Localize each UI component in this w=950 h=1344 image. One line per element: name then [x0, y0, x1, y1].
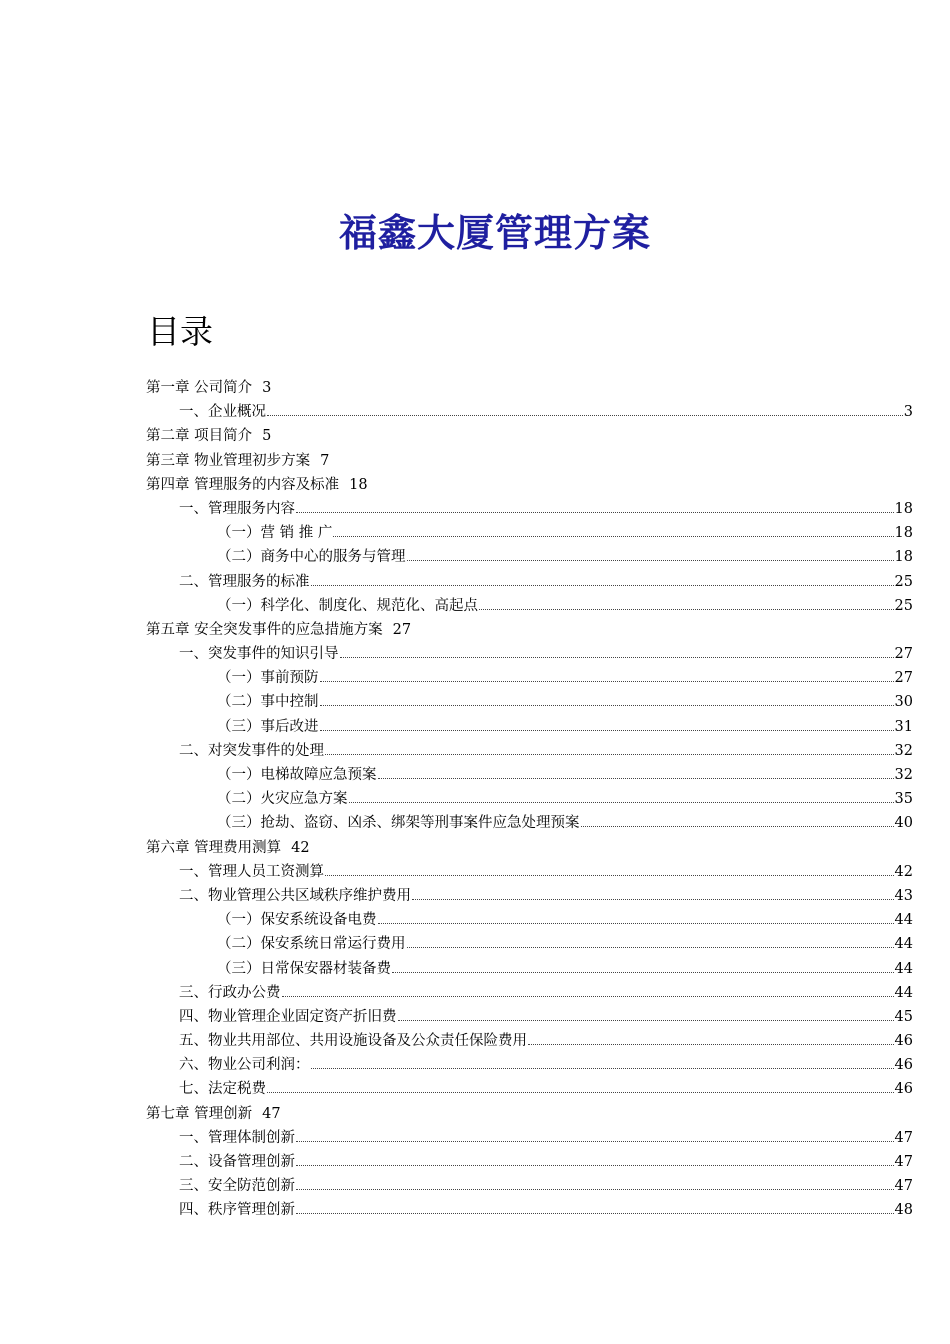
- toc-entry-label: （三）事后改进: [217, 718, 319, 735]
- toc-entry-label: 四、物业管理企业固定资产折旧费: [179, 1008, 397, 1025]
- toc-page-number: 27: [894, 670, 913, 687]
- toc-entry[interactable]: [146, 400, 913, 424]
- toc-entry-label: 三、行政办公费: [179, 984, 281, 1001]
- toc-entry[interactable]: [146, 497, 913, 521]
- toc-page-number: 45: [894, 1008, 913, 1025]
- document-title: 福鑫大厦管理方案: [338, 210, 651, 255]
- toc-entry-label: （二）商务中心的服务与管理: [217, 549, 406, 566]
- toc-page-number: 30: [894, 694, 913, 711]
- toc-page-number: 5: [262, 428, 272, 445]
- toc-heading: 目录: [147, 312, 213, 351]
- toc-entry-label: 第七章 管理创新: [146, 1105, 253, 1122]
- toc-entry[interactable]: [146, 1005, 913, 1029]
- dot-leader: [333, 522, 893, 537]
- toc-entry-label: （一）科学化、制度化、规范化、高起点: [217, 597, 478, 614]
- toc-entry[interactable]: [146, 1198, 913, 1222]
- toc-page-number: 43: [894, 887, 913, 904]
- toc-entry-label: 第三章 物业管理初步方案: [146, 452, 311, 469]
- toc-page-number: 47: [894, 1129, 913, 1146]
- dot-leader: [407, 933, 894, 948]
- toc-page-number: 48: [894, 1202, 913, 1219]
- toc-entry-label: 第二章 项目简介: [146, 428, 253, 445]
- dot-leader: [378, 764, 894, 779]
- toc-entry-label: 一、管理体制创新: [179, 1129, 295, 1146]
- dot-leader: [311, 1054, 894, 1069]
- toc-entry-label: 七、法定税费: [179, 1081, 266, 1098]
- toc-entry-label: （一）事前预防: [217, 670, 319, 687]
- toc-entry[interactable]: [146, 908, 913, 932]
- toc-entry[interactable]: [146, 957, 913, 981]
- toc-chapter[interactable]: [146, 1102, 913, 1126]
- toc-entry-label: 一、管理服务内容: [179, 500, 295, 517]
- toc-entry[interactable]: [146, 545, 913, 569]
- toc-entry[interactable]: [146, 981, 913, 1005]
- dot-leader: [325, 861, 894, 876]
- toc-page-number: 46: [894, 1081, 913, 1098]
- toc-entry[interactable]: [146, 1053, 913, 1077]
- dot-leader: [320, 691, 894, 706]
- toc-entry-label: 三、安全防范创新: [179, 1178, 295, 1195]
- dot-leader: [296, 1151, 894, 1166]
- toc-entry[interactable]: [146, 811, 913, 835]
- toc-page-number: 27: [392, 621, 412, 638]
- toc-page-number: 44: [894, 984, 913, 1001]
- toc-page-number: 32: [894, 742, 913, 759]
- toc-entry-label: 二、管理服务的标准: [179, 573, 310, 590]
- toc-entry[interactable]: [146, 763, 913, 787]
- dot-leader: [528, 1030, 894, 1045]
- toc-page-number: 25: [894, 573, 913, 590]
- toc-entry-label: 六、物业公司利润：: [179, 1057, 310, 1074]
- dot-leader: [412, 885, 894, 900]
- toc-chapter[interactable]: [146, 424, 913, 448]
- toc-page-number: 47: [894, 1154, 913, 1170]
- toc-chapter[interactable]: [146, 376, 913, 400]
- dot-leader: [340, 643, 894, 658]
- dot-leader: [320, 716, 894, 731]
- toc-page-number: 44: [894, 912, 913, 929]
- toc-page-number: 32: [894, 767, 913, 783]
- toc-entry-label: （一）保安系统设备电费: [217, 912, 377, 929]
- toc-entry[interactable]: [146, 739, 913, 763]
- toc-entry[interactable]: [146, 1029, 913, 1053]
- toc-page-number: 18: [894, 549, 913, 566]
- toc-entry-label: （二）保安系统日常运行费用: [217, 936, 406, 953]
- dot-leader: [267, 401, 903, 416]
- dot-leader: [296, 498, 894, 513]
- toc-page-number: 47: [894, 1178, 913, 1195]
- toc-entry-label: （一）营 销 推 广: [217, 525, 333, 542]
- dot-leader: [378, 909, 894, 924]
- dot-leader: [296, 1127, 894, 1142]
- toc-entry[interactable]: [146, 594, 913, 618]
- toc-entry-label: 一、突发事件的知识引导: [179, 646, 339, 663]
- dot-leader: [282, 982, 894, 997]
- toc-entry-label: 第四章 管理服务的内容及标准: [146, 476, 340, 493]
- dot-leader: [320, 667, 894, 682]
- toc-page-number: 18: [894, 500, 913, 517]
- dot-leader: [325, 740, 894, 755]
- toc-entry[interactable]: [146, 715, 913, 739]
- toc-page-number: 46: [894, 1033, 913, 1050]
- dot-leader: [296, 1199, 894, 1214]
- toc-entry[interactable]: [146, 932, 913, 956]
- toc-entry-label: 一、企业概况: [179, 404, 266, 421]
- toc-page-number: 18: [894, 525, 913, 542]
- toc-entry[interactable]: [146, 860, 913, 884]
- toc-entry[interactable]: [146, 1174, 913, 1198]
- toc-page-number: 31: [894, 718, 913, 735]
- toc-entry-label: 二、设备管理创新: [179, 1154, 295, 1170]
- dot-leader: [296, 1175, 894, 1190]
- toc-entry-label: 二、对突发事件的处理: [179, 742, 324, 759]
- toc-entry[interactable]: [146, 1126, 913, 1150]
- toc-page-number: 44: [894, 960, 913, 977]
- dot-leader: [479, 595, 894, 610]
- toc-chapter[interactable]: [146, 618, 913, 642]
- toc-entry-label: 一、管理人员工资测算: [179, 863, 324, 880]
- toc-chapter[interactable]: [146, 836, 913, 860]
- toc-entry-label: （三）抢劫、盗窃、凶杀、绑架等刑事案件应急处理预案: [217, 815, 580, 832]
- toc-entry-label: 第一章 公司简介: [146, 380, 253, 396]
- toc-page-number: 47: [262, 1105, 281, 1122]
- toc-entry[interactable]: [146, 690, 913, 714]
- toc-entry-label: 第六章 管理费用测算: [146, 839, 282, 856]
- toc-chapter[interactable]: [146, 473, 913, 497]
- toc-entry[interactable]: [146, 1150, 913, 1174]
- dot-leader: [407, 546, 894, 561]
- toc-page-number: 46: [894, 1057, 913, 1074]
- dot-leader: [581, 812, 894, 827]
- dot-leader: [267, 1078, 894, 1093]
- dot-leader: [398, 1006, 894, 1021]
- toc-entry-label: （二）火灾应急方案: [217, 791, 348, 808]
- toc-entry-label: 四、秩序管理创新: [179, 1202, 295, 1219]
- toc-entry[interactable]: [146, 570, 913, 594]
- toc-page-number: 25: [894, 597, 913, 614]
- toc-page-number: 7: [320, 452, 330, 469]
- toc-entry[interactable]: [146, 884, 913, 908]
- toc-page-number: 42: [291, 839, 310, 856]
- toc-entry-label: 五、物业共用部位、共用设施设备及公众责任保险费用: [179, 1033, 527, 1050]
- toc-entry-label: （三）日常保安器材装备费: [217, 960, 391, 977]
- toc-entry[interactable]: [146, 666, 913, 690]
- toc-page-number: 44: [894, 936, 913, 953]
- toc-entry[interactable]: [146, 1077, 913, 1101]
- toc-chapter[interactable]: [146, 449, 913, 473]
- toc-entry[interactable]: [146, 521, 913, 545]
- toc-entry-label: 第五章 安全突发事件的应急措施方案: [146, 621, 383, 638]
- toc-entry-label: （一）电梯故障应急预案: [217, 767, 377, 783]
- toc-page-number: 3: [903, 404, 913, 421]
- toc-page-number: 27: [894, 646, 913, 663]
- toc-page-number: 18: [349, 476, 368, 493]
- toc-entry[interactable]: [146, 642, 913, 666]
- toc-page-number: 35: [894, 791, 913, 808]
- dot-leader: [349, 788, 894, 803]
- toc-page-number: 42: [894, 863, 913, 880]
- dot-leader: [311, 571, 894, 586]
- dot-leader: [392, 958, 894, 973]
- table-of-contents: [146, 376, 913, 1223]
- toc-page-number: 40: [894, 815, 913, 832]
- toc-entry[interactable]: [146, 787, 913, 811]
- toc-page-number: 3: [262, 380, 272, 396]
- toc-entry-label: （二）事中控制: [217, 694, 319, 711]
- toc-entry-label: 二、物业管理公共区域秩序维护费用: [179, 887, 411, 904]
